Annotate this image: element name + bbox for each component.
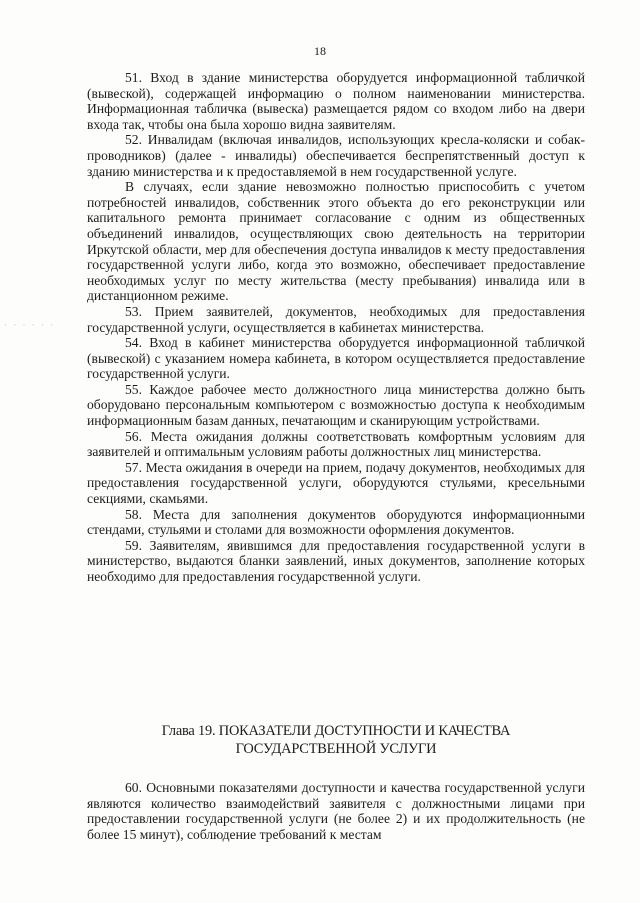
paragraph-53: 53. Прием заявителей, документов, необходимых для предоставления государственной услуги, осуществляется в кабинетах министерства.	[87, 303, 585, 335]
chapter-body	[87, 780, 585, 842]
chapter-heading-line-1: Глава 19. ПОКАЗАТЕЛИ ДОСТУПНОСТИ И КАЧЕСТВА	[161, 723, 511, 739]
paragraph-58: 58. Места для заполнения документов оборудуются информационными стендами, стульями и столами для возможности оформления документов.	[87, 506, 585, 538]
paragraph-57: 57. Места ожидания в очереди на прием, подачу документов, необходимых для предоставления государственной услуги, оборудуются стульями, кресельными секциями, скамьями.	[87, 459, 585, 507]
paragraph-52-continuation: В случаях, если здание невозможно полностью приспособить с учетом потребностей инвалидов, собственник этого объекта до его реконструкции или капитального ремонта принимает согласование с одним из общественных объединений инвалидов, осуществляющих свою деятельность на территории Иркутской области, мер для обеспечения доступа инвалидов к месту предоставления государственной услуги либо, когда это возможно, обеспечивает предоставление необходимых услуг по месту жительства (месту пребывания) инвалида или в дистанционном режиме.	[87, 179, 585, 304]
paragraph-55: 55. Каждое рабочее место должностного лица министерства должно быть оборудовано персональным компьютером с возможностью доступа к необходимым информационным базам данных, печатающим и сканирующим устройствами.	[87, 381, 585, 429]
paragraph-54: 54. Вход в кабинет министерства оборудуется информационной табличкой (вывеской) с указанием номера кабинета, в котором осуществляется предоставление государственной услуги.	[87, 335, 585, 382]
chapter-heading	[87, 722, 585, 758]
paragraph-51: 51. Вход в здание министерства оборудуется информационной табличкой (вывеской), содержащей информацию о полном наименовании министерства. Информационная табличка (вывеска) размещается рядом со входом либо на двери входа так, чтобы она была хорошо видна заявителям.	[87, 70, 585, 132]
scan-artifact: · · · · · ·	[4, 320, 56, 330]
paragraph-56: 56. Места ожидания должны соответствовать комфортным условиям для заявителей и оптимальным условиям работы должностных лиц министерства.	[87, 428, 585, 460]
document-body	[87, 70, 585, 585]
chapter-heading-line-2: ГОСУДАРСТВЕННОЙ УСЛУГИ	[235, 741, 437, 757]
paragraph-59: 59. Заявителям, явившимся для предоставления государственной услуги в министерство, выдаются бланки заявлений, иных документов, заполнение которых необходимо для предоставления государственной услуги.	[87, 537, 585, 584]
paragraph-52: 52. Инвалидам (включая инвалидов, использующих кресла-коляски и собак-проводников) (далее - инвалиды) обеспечивается беспрепятственный доступ к зданию министерства и к предоставляемой в нем государственной услуге.	[87, 132, 585, 179]
paragraph-60: 60. Основными показателями доступности и качества государственной услуги являются количество взаимодействий заявителя с должностными лицами при предоставлении государственной услуги (не более 2) и их продолжительность (не более 15 минут), соблюдение требований к местам	[87, 780, 585, 842]
page-number: 18	[314, 44, 326, 58]
